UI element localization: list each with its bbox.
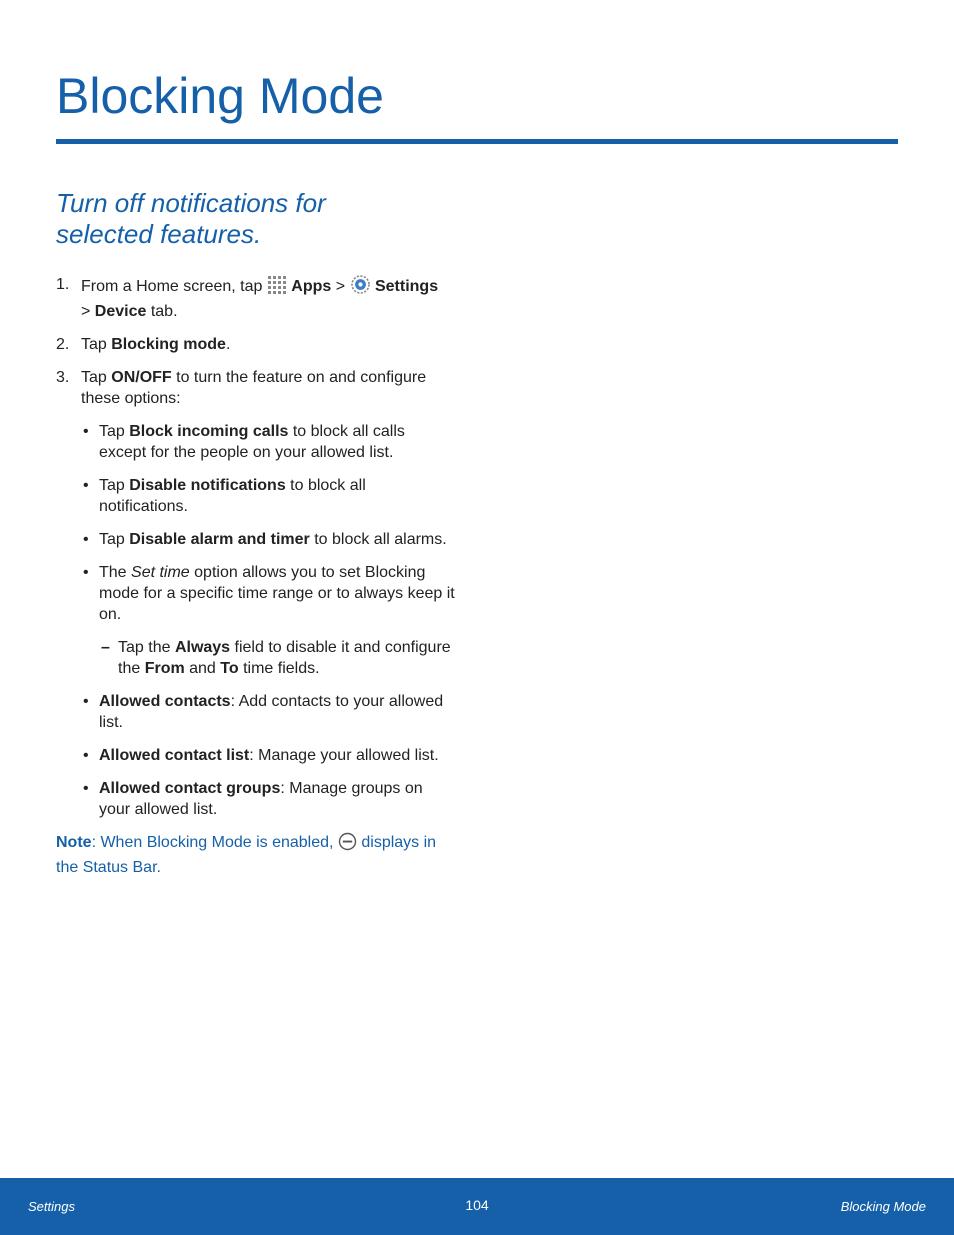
note-text: displays in the Status Bar.: [56, 834, 437, 876]
apps-grid-icon: [267, 275, 287, 301]
option-set-time: [81, 562, 456, 679]
settings-gear-icon: [350, 274, 371, 301]
step-1: [56, 274, 456, 322]
option-allowed-contact-list: [81, 745, 456, 766]
option-disable-alarm: [81, 529, 456, 550]
option-label: Block incoming calls: [129, 423, 289, 440]
intro-heading: Turn off notifications for selected features.: [56, 188, 326, 249]
step-text: .: [225, 336, 231, 353]
step-number: 3.: [56, 369, 70, 386]
option-label: Disable notifications: [129, 477, 286, 494]
step-text: >: [81, 303, 95, 320]
step-3: [56, 367, 456, 820]
option-label: Disable alarm and timer: [129, 531, 310, 548]
option-text: field to disable it and configure the: [118, 639, 451, 677]
bullet: •: [83, 423, 89, 440]
sub-option-always: [99, 637, 456, 679]
step-2: [56, 334, 456, 355]
dash: –: [101, 639, 110, 656]
option-allowed-contacts: [81, 691, 456, 733]
option-text: Tap: [99, 423, 130, 440]
step-text: Tap: [81, 336, 112, 353]
title-rule: [56, 139, 898, 144]
option-text: Tap: [99, 477, 130, 494]
option-text: Tap: [99, 531, 130, 548]
option-label: Allowed contact list: [99, 747, 250, 764]
option-text: The: [99, 564, 132, 581]
page-footer: [0, 1178, 954, 1235]
option-label: Set time: [131, 564, 190, 581]
option-block-calls: [81, 421, 456, 463]
option-disable-notifications: [81, 475, 456, 517]
option-text: to block all calls except for the people on your allowed list.: [99, 423, 405, 461]
note-label: Note: [56, 834, 92, 851]
step-text: to turn the feature on and configure these options:: [81, 369, 427, 407]
option-allowed-contact-groups: [81, 778, 456, 820]
on-off-label: ON/OFF: [111, 369, 172, 386]
step-number: 2.: [56, 336, 70, 353]
note-text: : When Blocking Mode is enabled,: [91, 834, 338, 851]
sub-options-list: [99, 637, 456, 679]
step-text: tab.: [146, 303, 178, 320]
option-label: Allowed contact groups: [99, 780, 281, 797]
apps-label: Apps: [291, 278, 332, 295]
page-number: 104: [465, 1197, 489, 1213]
step-text: >: [331, 278, 350, 295]
main-content: [56, 188, 456, 878]
bullet: •: [83, 780, 89, 797]
bullet: •: [83, 477, 89, 494]
bullet: •: [83, 564, 89, 581]
bullet: •: [83, 531, 89, 548]
options-list: [81, 421, 456, 820]
option-text: Tap the: [118, 639, 175, 656]
step-text: Tap: [81, 369, 112, 386]
steps-list: [56, 274, 456, 820]
note: [56, 832, 456, 878]
option-text: and: [184, 660, 221, 677]
option-label: Allowed contacts: [99, 693, 231, 710]
footer-section: Settings: [28, 1199, 75, 1214]
option-label: To: [220, 660, 239, 677]
option-text: option allows you to set Blocking mode for a specific time range or to always keep it on.: [99, 564, 455, 623]
bullet: •: [83, 693, 89, 710]
option-text: : Manage groups on your allowed list.: [99, 780, 423, 818]
option-text: : Add contacts to your allowed list.: [99, 693, 444, 731]
option-text: time fields.: [238, 660, 320, 677]
option-label: From: [144, 660, 185, 677]
bullet: •: [83, 747, 89, 764]
settings-label: Settings: [374, 278, 439, 295]
footer-chapter: Blocking Mode: [840, 1199, 926, 1214]
blocking-mode-label: Blocking mode: [111, 336, 226, 353]
step-text: From a Home screen, tap: [81, 278, 267, 295]
blocking-mode-icon: [338, 832, 357, 857]
option-text: : Manage your allowed list.: [249, 747, 439, 764]
option-text: to block all notifications.: [99, 477, 366, 515]
option-label: Always: [174, 639, 231, 656]
step-number: 1.: [56, 276, 70, 293]
device-label: Device: [94, 303, 147, 320]
page-title: Blocking Mode: [56, 68, 384, 124]
option-text: to block all alarms.: [309, 531, 447, 548]
